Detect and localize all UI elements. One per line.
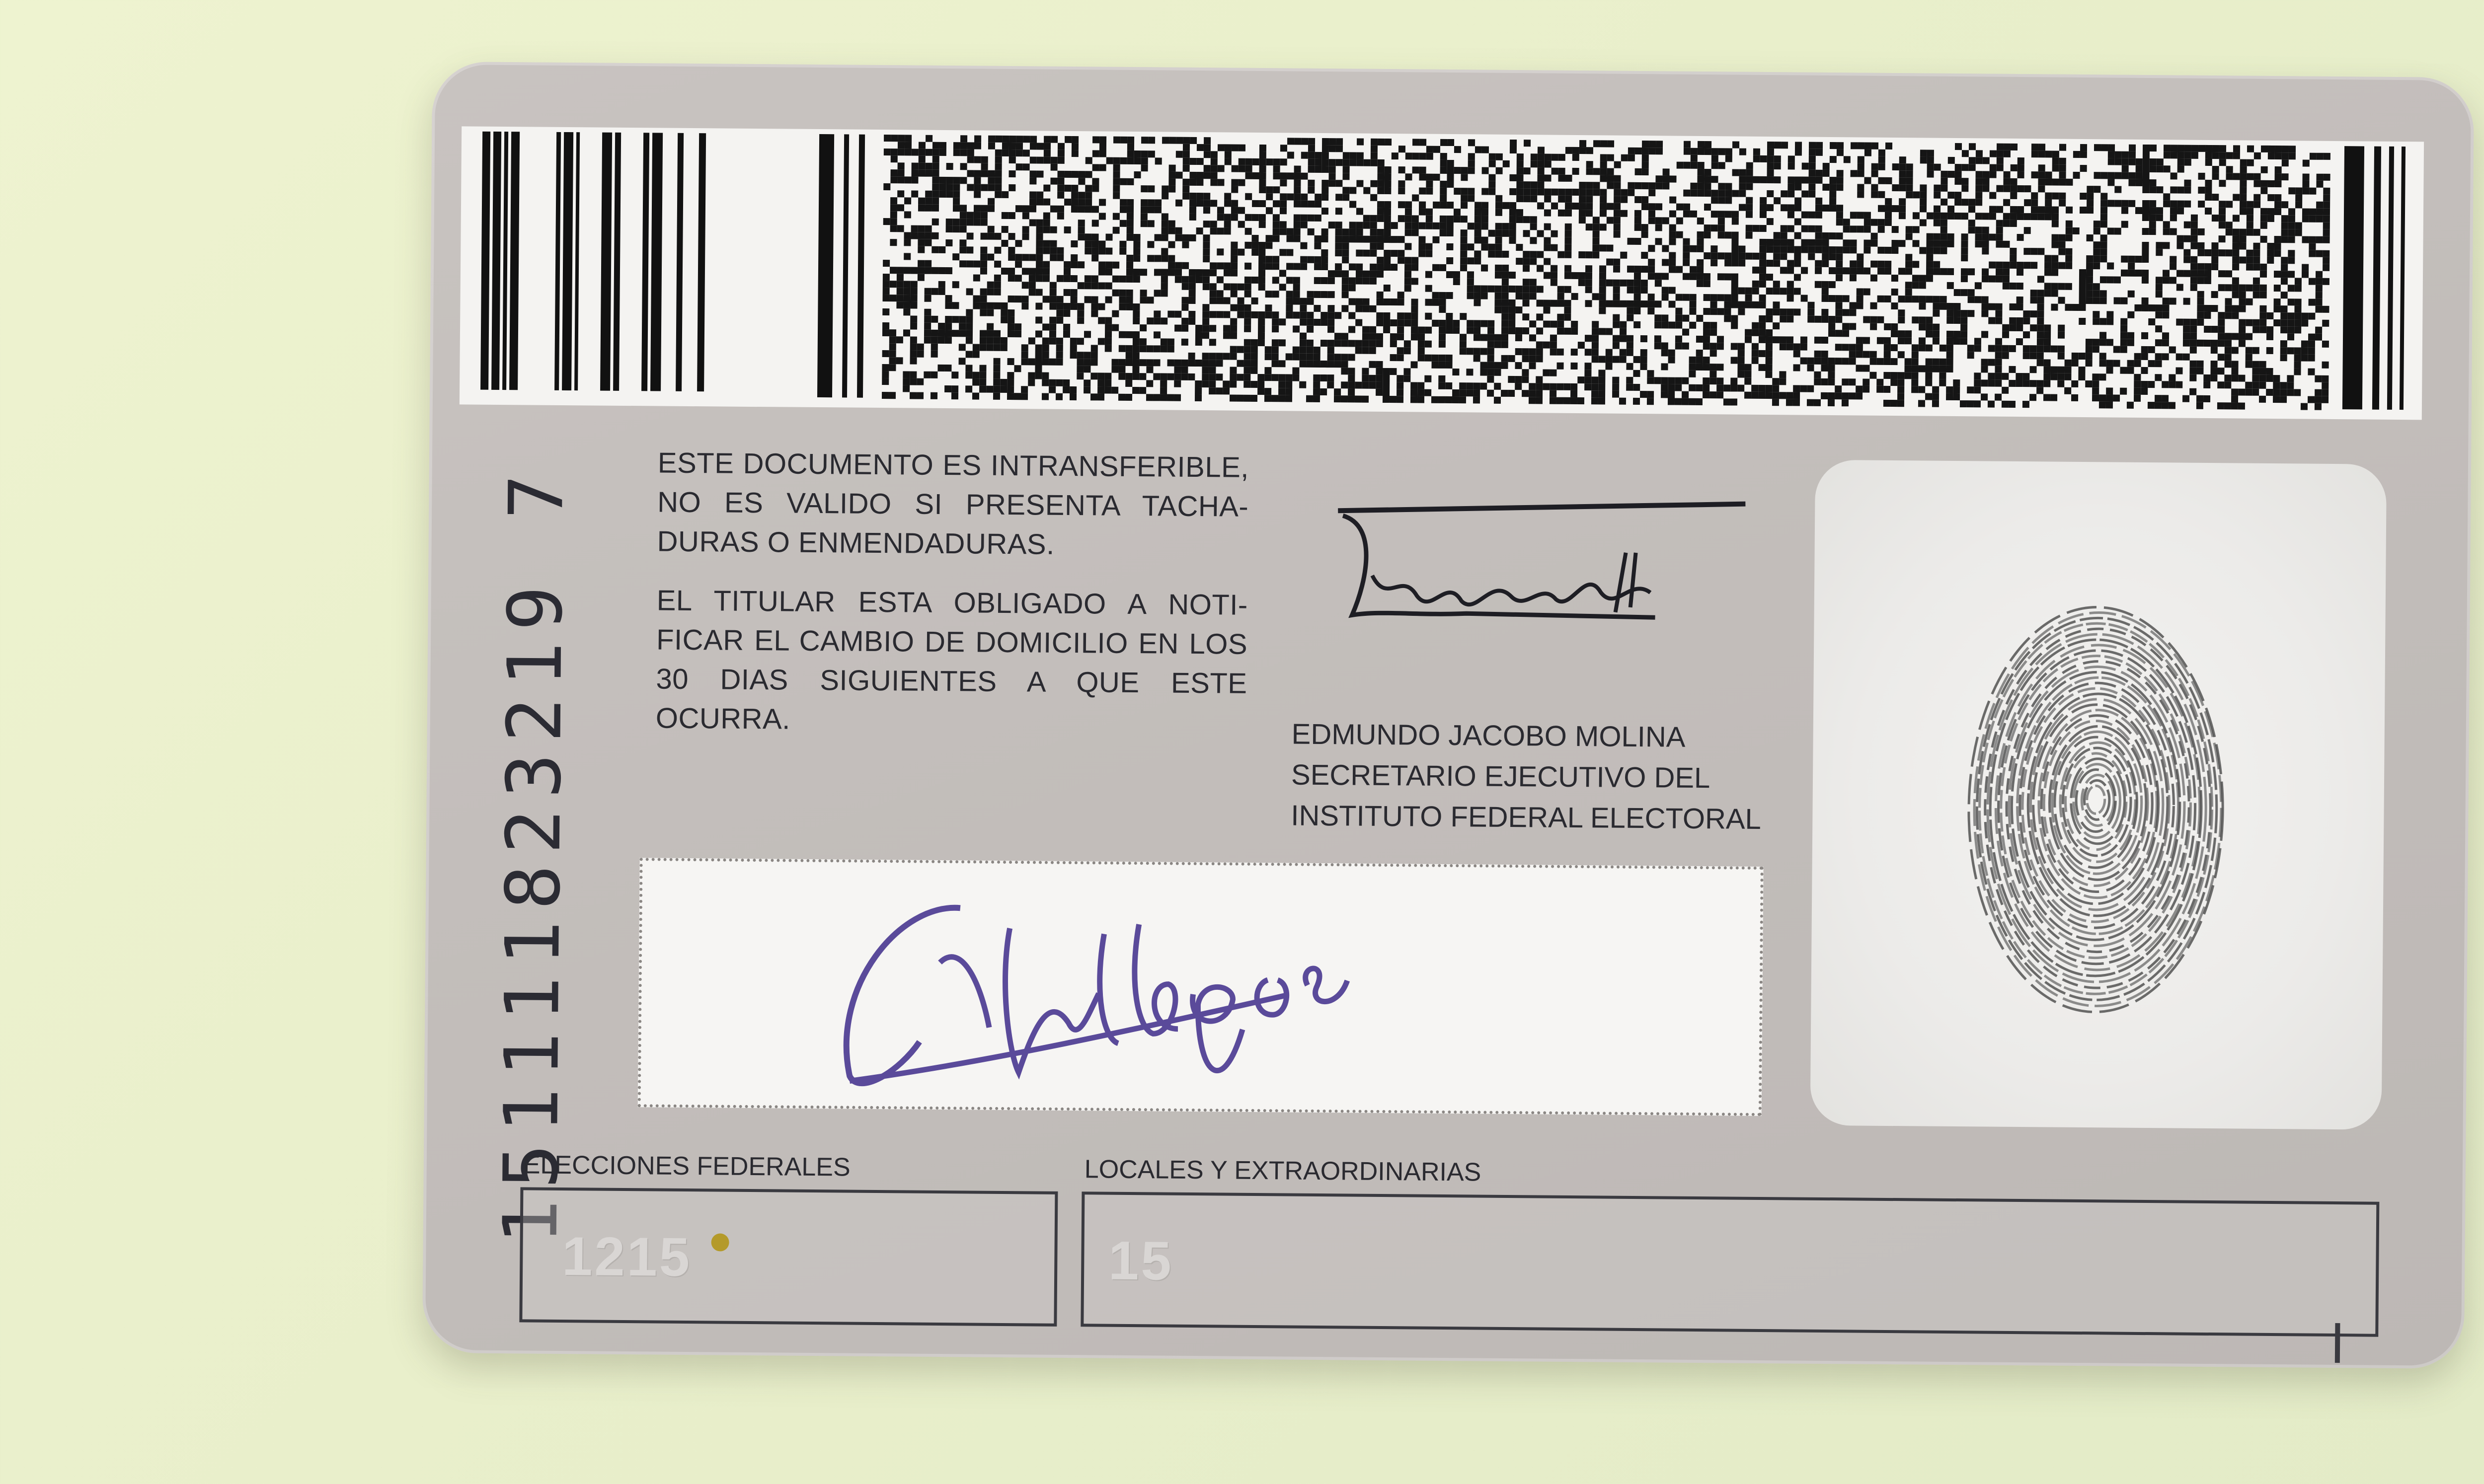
locales-box bbox=[1081, 1191, 2379, 1337]
legal-paragraph-2: EL TITULAR ESTA OBLIGADO A NOTI- FICAR EL CAMBIO DE DOMICILIO EN LOS 30 DIAS SIGUIENTES A QUE ESTE OCURRA. bbox=[655, 584, 1248, 736]
secretary-title-1: SECRETARIO EJECUTIVO DEL bbox=[1291, 758, 1710, 795]
locales-value: 15 bbox=[1108, 1230, 1174, 1292]
id-card-back bbox=[422, 62, 2474, 1369]
secretary-title-2: INSTITUTO FEDERAL ELECTORAL bbox=[1291, 799, 1762, 835]
fingerprint-icon bbox=[1810, 460, 2387, 1130]
mark-dot bbox=[711, 1233, 729, 1251]
pen-mark bbox=[2335, 1323, 2340, 1363]
card-serial-number: 151111823219 7 bbox=[487, 463, 580, 1245]
locales-label: LOCALES Y EXTRAORDINARIAS bbox=[1084, 1155, 1481, 1187]
legal-paragraph-1: ESTE DOCUMENTO ES INTRANSFERIBLE, NO ES VALIDO SI PRESENTA TACHA- DURAS O ENMENDADURAS. bbox=[657, 446, 1249, 561]
elecciones-federales-label: ELECCIONES FEDERALES bbox=[523, 1150, 851, 1182]
holder-signature-box bbox=[638, 858, 1764, 1116]
secretary-name: EDMUNDO JACOBO MOLINA bbox=[1291, 718, 1686, 753]
pdf417-barcode-icon bbox=[460, 126, 2424, 420]
barcode-strip bbox=[460, 126, 2424, 420]
signature-icon bbox=[641, 861, 1761, 1113]
secretary-block bbox=[1291, 714, 1762, 840]
legal-notice bbox=[655, 443, 1249, 762]
elecciones-federales-value: 1215 bbox=[561, 1226, 692, 1288]
secretary-signature-icon bbox=[1307, 491, 1765, 653]
fingerprint-panel bbox=[1810, 460, 2387, 1130]
